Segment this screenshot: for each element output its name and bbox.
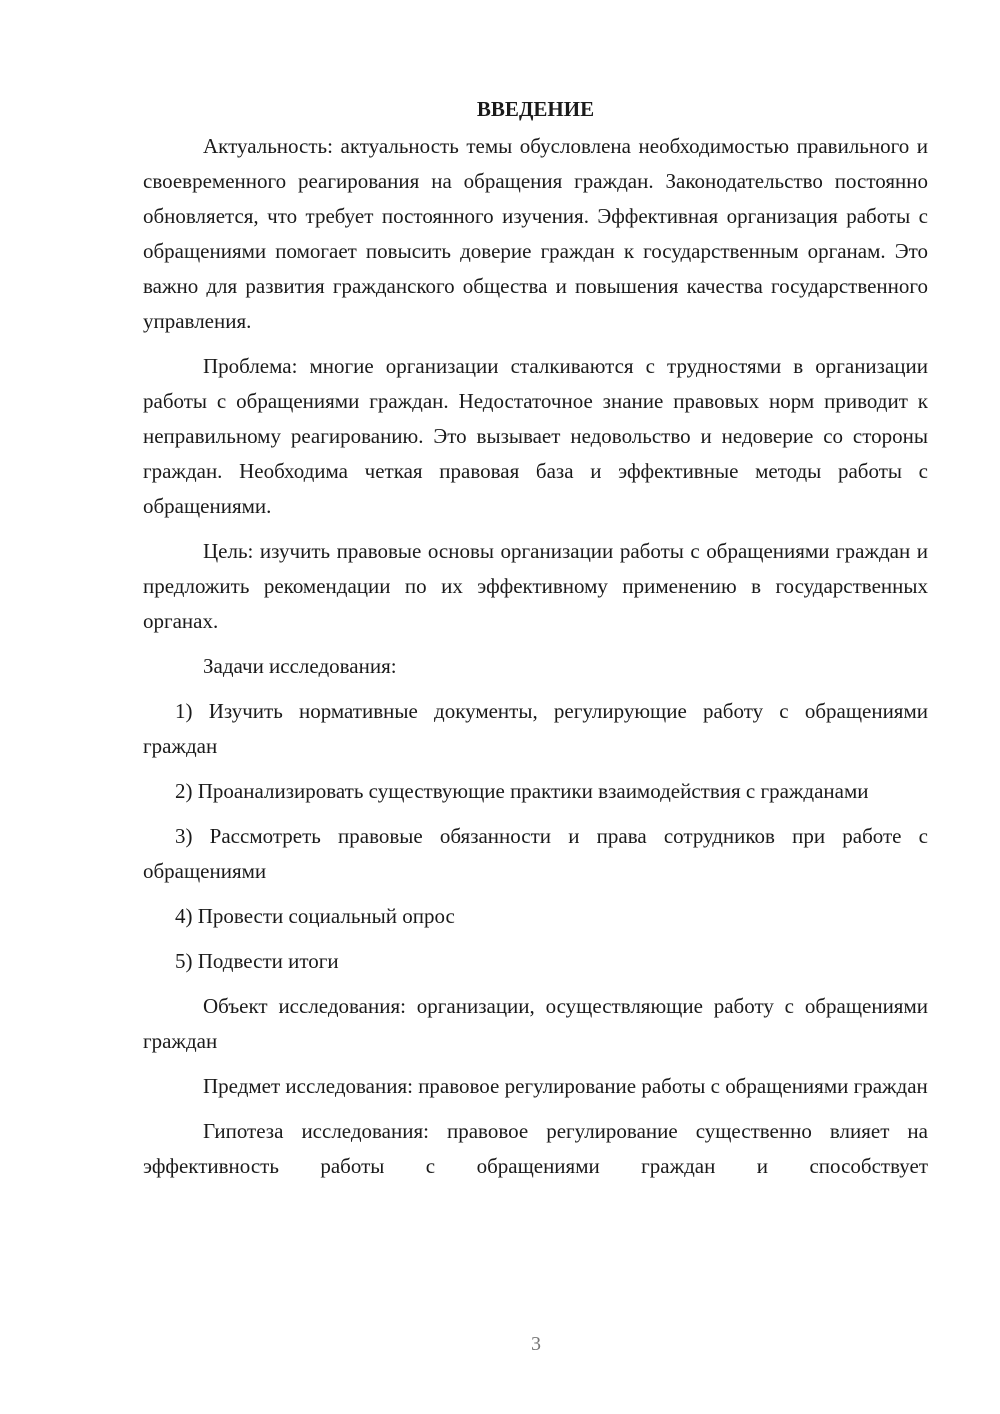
- paragraph-subject: Предмет исследования: правовое регулирование работы с обращениями граждан: [203, 1074, 928, 1098]
- paragraph-problem: Проблема: многие организации сталкиваются с трудностями в организации работы с обращениями граждан. Недостаточное знание правовых норм приводит к неправильному реагированию. Это вызывает недовольство и недоверие со стороны граждан. Необходима четкая правовая база и эффективные методы работы с обращениями.: [143, 354, 928, 518]
- paragraph-tasks-title: Задачи исследования:: [203, 654, 397, 678]
- list-item: 1) Изучить нормативные документы, регулирующие работу с обращениями граждан: [143, 699, 928, 758]
- section-heading: ВВЕДЕНИЕ: [476, 97, 595, 121]
- paragraph-hypothesis: Гипотеза исследования: правовое регулирование существенно влияет на эффективность работы с обращениями граждан и способствует: [143, 1119, 928, 1178]
- page-number: 3: [531, 1333, 541, 1355]
- paragraph-actuality: Актуальность: актуальность темы обусловлена необходимостью правильного и своевременного реагирования на обращения граждан. Законодательство постоянно обновляется, что требует постоянного изучения. Эффективная организация работы с обращениями помогает повысить доверие граждан к государственным органам. Это важно для развития гражданского общества и повышения качества государственного управления.: [143, 134, 928, 333]
- paragraph-object: Объект исследования: организации, осуществляющие работу с обращениями граждан: [143, 994, 928, 1053]
- list-item: 5) Подвести итоги: [175, 949, 339, 973]
- list-item: 2) Проанализировать существующие практики взаимодействия с гражданами: [175, 779, 869, 803]
- document-page: [143, 92, 928, 1184]
- paragraph-goal: Цель: изучить правовые основы организации работы с обращениями граждан и предложить рекомендации по их эффективному применению в государственных органах.: [143, 539, 928, 633]
- list-item: 3) Рассмотреть правовые обязанности и права сотрудников при работе с обращениями: [143, 824, 928, 883]
- list-item: 4) Провести социальный опрос: [175, 904, 455, 928]
